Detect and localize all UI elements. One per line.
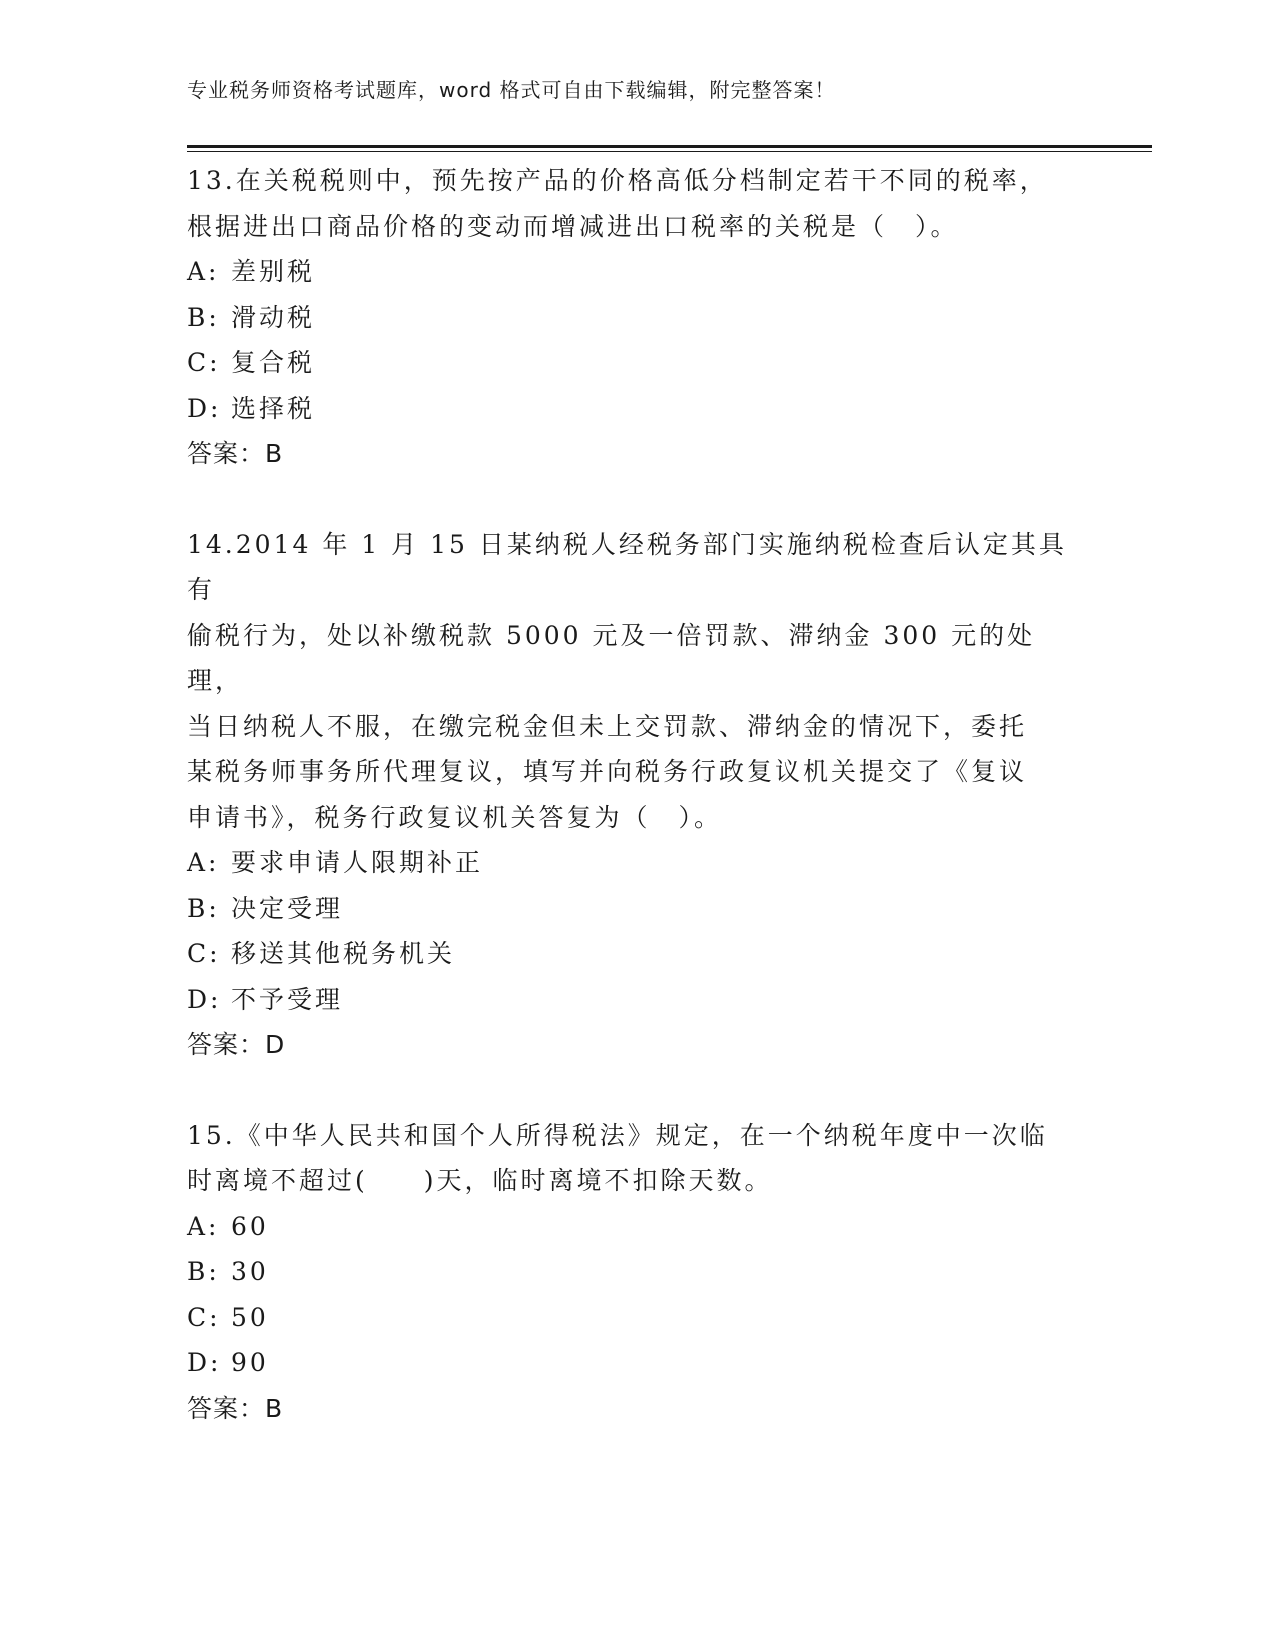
header-divider-thick [187,145,1152,148]
option-key: B: [187,302,220,332]
option-key: C: [187,939,221,968]
question-stem-line: 申请书》，税务行政复议机关答复为（ ）。 [187,802,723,832]
option-c [187,1295,1087,1341]
option-key: A: [187,1211,220,1241]
question-spacer [187,1068,1087,1113]
option-d [187,1340,1087,1386]
answer-line: 答案：B [187,1393,284,1423]
question-15 [187,1113,1087,1432]
option-text: 要求申请人限期补正 [231,848,484,877]
option-text: 30 [231,1257,269,1286]
question-spacer [187,477,1087,522]
option-key: B: [187,893,220,923]
option-b [187,1249,1087,1295]
answer-line: 答案：D [187,1030,286,1059]
option-key: B: [187,1257,220,1286]
option-key: D: [187,393,222,423]
option-a [187,249,1087,295]
question-list [187,158,1087,1431]
option-d [187,386,1087,432]
question-stem-line: 某税务师事务所代理复议，填写并向税务行政复议机关提交了《复议 [187,757,1028,786]
question-stem-line: 14.2014 年 1 月 15 日某纳税人经税务部门实施纳税检查后认定其具有 [187,529,1067,604]
option-key: C: [187,1302,221,1332]
option-text: 60 [231,1211,269,1241]
option-text: 差别税 [231,257,316,286]
option-b [187,295,1087,341]
option-d [187,977,1087,1023]
option-c [187,340,1087,386]
option-text: 移送其他税务机关 [231,939,456,968]
answer-line: 答案：B [187,439,284,468]
option-text: 选择税 [231,393,316,423]
question-stem-line: 时离境不超过( )天，临时离境不扣除天数。 [187,1166,773,1195]
question-stem-line: 根据进出口商品价格的变动而增减进出口税率的关税是（ ）。 [187,211,959,241]
option-text: 决定受理 [231,893,344,923]
question-stem-line: 偷税行为，处以补缴税款 5000 元及一倍罚款、滞纳金 300 元的处理， [187,620,1036,695]
option-key: A: [187,848,220,877]
question-stem-line: 15.《中华人民共和国个人所得税法》规定，在一个纳税年度中一次临 [187,1120,1048,1150]
option-a [187,840,1087,886]
option-text: 复合税 [231,348,316,377]
option-key: D: [187,1348,222,1377]
option-text: 滑动税 [231,302,316,332]
page-header-note: 专业税务师资格考试题库，word 格式可自由下载编辑，附完整答案！ [187,78,836,102]
option-a [187,1204,1087,1250]
question-13 [187,158,1087,477]
option-key: C: [187,348,221,377]
option-key: D: [187,984,222,1014]
option-text: 50 [231,1302,269,1332]
option-key: A: [187,257,220,286]
option-b [187,886,1087,932]
question-stem-line: 13.在关税税则中，预先按产品的价格高低分档制定若干不同的税率， [187,166,1048,195]
option-text: 不予受理 [231,984,344,1014]
option-text: 90 [231,1348,269,1377]
option-c [187,931,1087,977]
question-14 [187,522,1087,1068]
question-stem-line: 当日纳税人不服，在缴完税金但未上交罚款、滞纳金的情况下，委托 [187,711,1028,741]
header-divider-thin [187,151,1152,152]
